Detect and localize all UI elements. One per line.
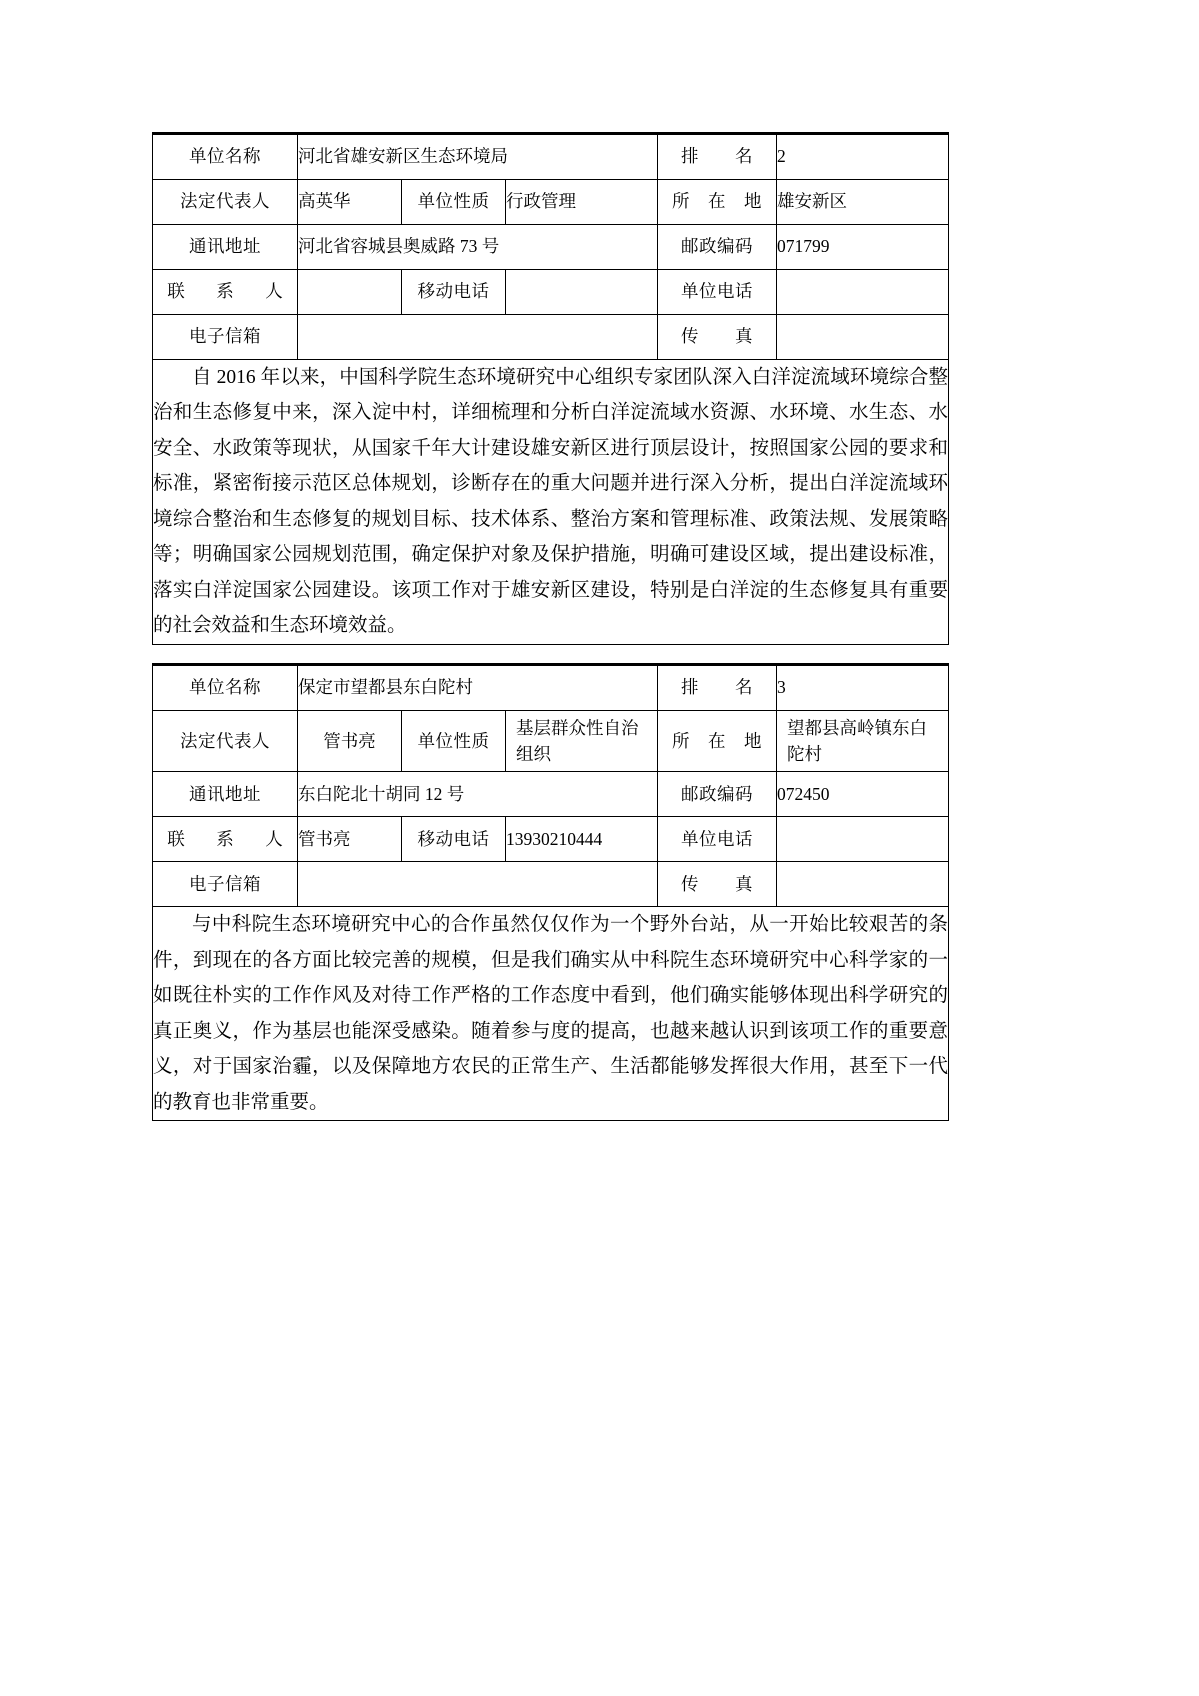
label-fax: 传 真	[658, 862, 777, 907]
row-address	[153, 772, 949, 817]
row-narrative	[153, 907, 949, 1121]
label-email: 电子信箱	[153, 862, 298, 907]
value-mobile-phone[interactable]	[506, 270, 658, 315]
value-legal-rep[interactable]: 高英华	[298, 180, 402, 225]
value-unit-nature[interactable]: 基层群众性自治组织	[506, 710, 658, 772]
label-unit-phone: 单位电话	[658, 270, 777, 315]
row-address	[153, 225, 949, 270]
narrative-text: 与中科院生态环境研究中心的合作虽然仅仅作为一个野外台站，从一开始比较艰苦的条件，到现在的各方面比较完善的规模，但是我们确实从中科院生态环境研究中心科学家的一如既往朴实的工作作风及对待工作严格的工作态度中看到，他们确实能够体现出科学研究的真正奥义，作为基层也能深受感染。随着参与度的提高，也越来越认识到该项工作的重要意义，对于国家治霾，以及保障地方农民的正常生产、生活都能够发挥很大作用，甚至下一代的教育也非常重要。	[153, 914, 949, 1113]
value-address[interactable]: 东白陀北十胡同 12 号	[298, 772, 658, 817]
label-mobile-phone: 移动电话	[402, 817, 506, 862]
row-legal-rep	[153, 180, 949, 225]
row-email-fax	[153, 862, 949, 907]
value-contact-person[interactable]	[298, 270, 402, 315]
value-postcode[interactable]: 071799	[777, 225, 949, 270]
row-contact	[153, 270, 949, 315]
label-unit-nature: 单位性质	[402, 180, 506, 225]
form-page	[152, 132, 948, 1121]
label-contact-person: 联 系 人	[153, 270, 298, 315]
value-unit-nature[interactable]: 行政管理	[506, 180, 658, 225]
value-email[interactable]	[298, 862, 658, 907]
label-postcode: 邮政编码	[658, 772, 777, 817]
label-rank: 排 名	[658, 664, 777, 710]
value-unit-name[interactable]: 河北省雄安新区生态环境局	[298, 134, 658, 180]
narrative-cell[interactable]	[153, 360, 949, 645]
value-email[interactable]	[298, 315, 658, 360]
value-postcode[interactable]: 072450	[777, 772, 949, 817]
label-email: 电子信箱	[153, 315, 298, 360]
row-contact	[153, 817, 949, 862]
row-unit-name	[153, 664, 949, 710]
label-legal-rep: 法定代表人	[153, 710, 298, 772]
label-location: 所 在 地	[658, 710, 777, 772]
value-fax[interactable]	[777, 862, 949, 907]
narrative-cell[interactable]	[153, 907, 949, 1121]
label-unit-name: 单位名称	[153, 134, 298, 180]
label-unit-nature: 单位性质	[402, 710, 506, 772]
value-mobile-phone[interactable]: 13930210444	[506, 817, 658, 862]
row-unit-name	[153, 134, 949, 180]
row-legal-rep	[153, 710, 949, 772]
label-unit-phone: 单位电话	[658, 817, 777, 862]
label-location: 所 在 地	[658, 180, 777, 225]
label-fax: 传 真	[658, 315, 777, 360]
label-legal-rep: 法定代表人	[153, 180, 298, 225]
label-address: 通讯地址	[153, 772, 298, 817]
row-narrative	[153, 360, 949, 645]
value-location[interactable]: 望都县高岭镇东白陀村	[777, 710, 949, 772]
value-address[interactable]: 河北省容城县奥威路 73 号	[298, 225, 658, 270]
entry-block-2	[152, 663, 949, 1121]
value-legal-rep[interactable]: 管书亮	[298, 710, 402, 772]
value-unit-name[interactable]: 保定市望都县东白陀村	[298, 664, 658, 710]
value-location[interactable]: 雄安新区	[777, 180, 949, 225]
label-rank: 排 名	[658, 134, 777, 180]
value-unit-phone[interactable]	[777, 270, 949, 315]
row-email-fax	[153, 315, 949, 360]
entry-block-1	[152, 132, 949, 645]
value-contact-person[interactable]: 管书亮	[298, 817, 402, 862]
value-fax[interactable]	[777, 315, 949, 360]
label-contact-person: 联 系 人	[153, 817, 298, 862]
value-rank[interactable]: 2	[777, 134, 949, 180]
label-mobile-phone: 移动电话	[402, 270, 506, 315]
value-unit-phone[interactable]	[777, 817, 949, 862]
label-postcode: 邮政编码	[658, 225, 777, 270]
block-spacer	[152, 645, 948, 663]
label-unit-name: 单位名称	[153, 664, 298, 710]
label-address: 通讯地址	[153, 225, 298, 270]
narrative-text: 自 2016 年以来，中国科学院生态环境研究中心组织专家团队深入白洋淀流域环境综合整治和生态修复中来，深入淀中村，详细梳理和分析白洋淀流域水资源、水环境、水生态、水安全、水政策等现状，从国家千年大计建设雄安新区进行顶层设计，按照国家公园的要求和标准，紧密衔接示范区总体规划，诊断存在的重大问题并进行深入分析，提出白洋淀流域环境综合整治和生态修复的规划目标、技术体系、整治方案和管理标准、政策法规、发展策略等；明确国家公园规划范围，确定保护对象及保护措施，明确可建设区域，提出建设标准，落实白洋淀国家公园建设。该项工作对于雄安新区建设，特别是白洋淀的生态修复具有重要的社会效益和生态环境效益。	[153, 367, 949, 637]
value-rank[interactable]: 3	[777, 664, 949, 710]
